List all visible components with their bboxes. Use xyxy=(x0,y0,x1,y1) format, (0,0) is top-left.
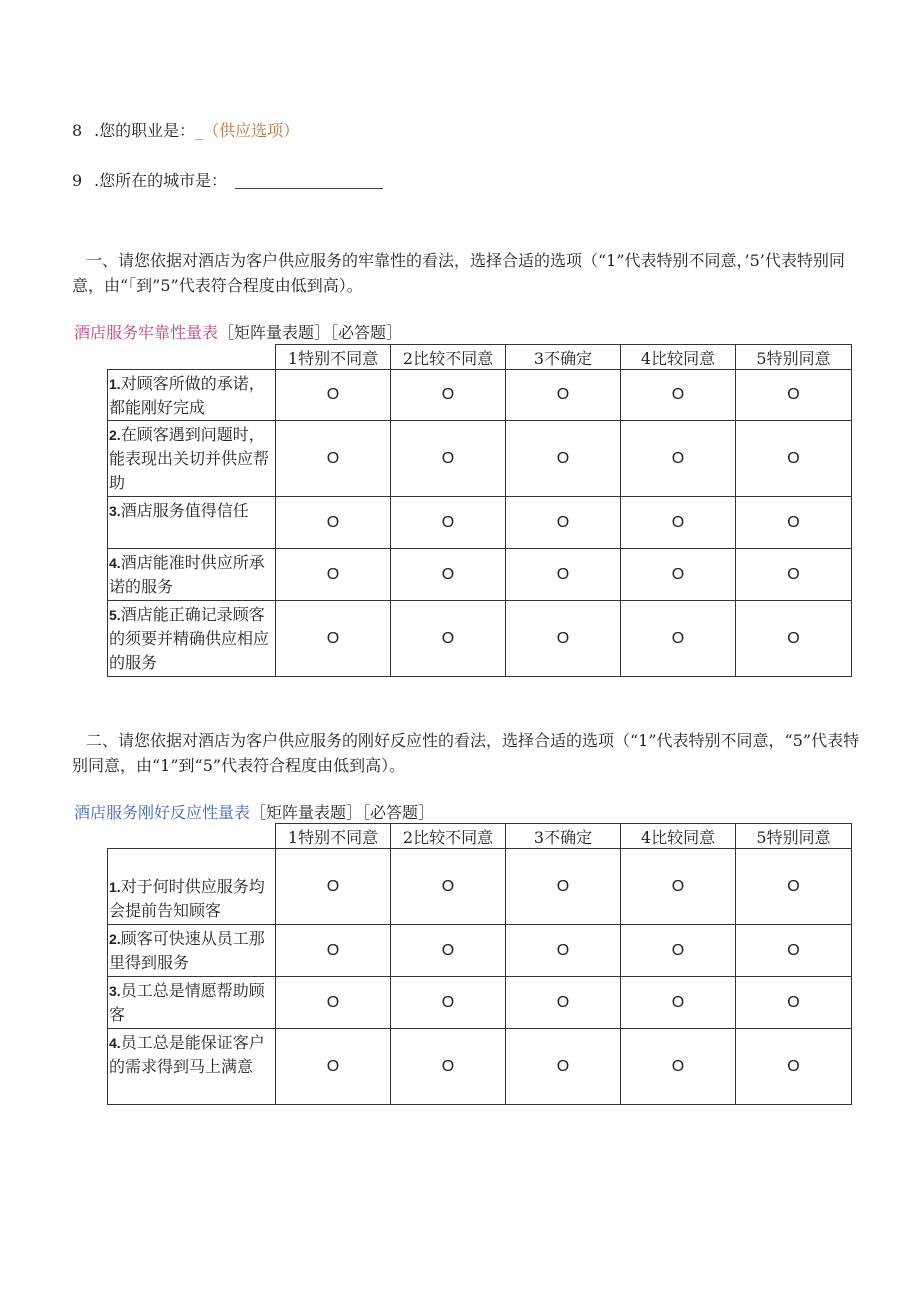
row-number: 1. xyxy=(109,878,121,895)
scale-header: 1特别不同意 xyxy=(276,345,391,370)
reliability-matrix xyxy=(107,344,852,677)
scale-header: 5特别同意 xyxy=(736,824,852,849)
radio-option-5[interactable]: O xyxy=(736,497,852,549)
radio-option-5[interactable]: O xyxy=(736,849,852,925)
section2-intro: 二、请您依据对酒店为客户供应服务的刚好反应性的看法，选择合适的选项（“1”代表特别不同意，“5”代表特别同意，由“1”到“5”代表符合程度由低到高）。 xyxy=(72,731,860,775)
radio-option-2[interactable]: O xyxy=(391,370,506,421)
radio-option-1[interactable]: O xyxy=(276,370,391,421)
row-number: 4. xyxy=(109,1035,121,1051)
row-text: 酒店能准时供应所承诺的服务 xyxy=(109,553,265,596)
row-label xyxy=(108,497,276,549)
radio-option-3[interactable]: O xyxy=(506,925,621,977)
row-text: 顾客可快速从员工那里得到服务 xyxy=(109,929,265,972)
radio-option-4[interactable]: O xyxy=(621,421,736,497)
row-label xyxy=(108,977,276,1029)
radio-option-5[interactable]: O xyxy=(736,549,852,601)
matrix-row xyxy=(108,601,852,677)
radio-option-1[interactable]: O xyxy=(276,1029,391,1105)
radio-option-1[interactable]: O xyxy=(276,977,391,1029)
matrix-row xyxy=(108,1029,852,1105)
question-text: .您的职业是： xyxy=(94,121,196,140)
radio-option-4[interactable]: O xyxy=(621,497,736,549)
row-label xyxy=(108,849,276,925)
matrix-row xyxy=(108,370,852,421)
matrix-corner xyxy=(108,345,276,370)
row-label xyxy=(108,549,276,601)
radio-option-1[interactable]: O xyxy=(276,925,391,977)
radio-option-1[interactable]: O xyxy=(276,549,391,601)
scale-header: 1特别不同意 xyxy=(276,824,391,849)
row-number: 5. xyxy=(109,607,121,623)
radio-option-5[interactable]: O xyxy=(736,977,852,1029)
radio-option-1[interactable]: O xyxy=(276,849,391,925)
occupation-answer-placeholder[interactable]: _（供应选项） xyxy=(195,121,300,140)
matrix-row xyxy=(108,849,852,925)
question-number: 9 xyxy=(72,171,83,190)
radio-option-2[interactable]: O xyxy=(391,849,506,925)
scale-header: 2比较不同意 xyxy=(391,824,506,849)
question-9 xyxy=(72,168,383,191)
radio-option-4[interactable]: O xyxy=(621,977,736,1029)
matrix-tags: ［矩阵量表题］［必答题］ xyxy=(218,323,403,342)
scale-header: 5特别同意 xyxy=(736,345,852,370)
radio-option-3[interactable]: O xyxy=(506,1029,621,1105)
scale-header: 3不确定 xyxy=(506,824,621,849)
matrix-title: 酒店服务刚好反应性量表 xyxy=(74,803,251,822)
radio-option-3[interactable]: O xyxy=(506,370,621,421)
question-8 xyxy=(72,118,299,141)
matrix-row xyxy=(108,421,852,497)
matrix-corner xyxy=(108,824,276,849)
row-text: 员工总是情愿帮助顾客 xyxy=(109,981,265,1024)
row-text: 对于何时供应服务均会提前告知顾客 xyxy=(109,876,265,920)
section1-title xyxy=(74,320,402,343)
scale-header: 2比较不同意 xyxy=(391,345,506,370)
matrix-tags: ［矩阵量表题］［必答题］ xyxy=(250,803,435,822)
radio-option-3[interactable]: O xyxy=(506,549,621,601)
row-text: 员工总是能保证客户的需求得到马上满意 xyxy=(109,1033,265,1076)
radio-option-1[interactable]: O xyxy=(276,497,391,549)
row-text: 酒店能正确记录顾客的须要并精确供应相应的服务 xyxy=(109,605,270,672)
question-text: .您所在的城市是： xyxy=(94,171,228,190)
radio-option-5[interactable]: O xyxy=(736,370,852,421)
radio-option-2[interactable]: O xyxy=(391,601,506,677)
matrix-header-row xyxy=(108,345,852,370)
row-number: 2. xyxy=(109,427,121,443)
radio-option-4[interactable]: O xyxy=(621,849,736,925)
row-label xyxy=(108,421,276,497)
row-text: 对顾客所做的承诺，都能刚好完成 xyxy=(109,374,265,417)
row-number: 3. xyxy=(109,503,121,519)
row-label xyxy=(108,925,276,977)
scale-header: 4比较同意 xyxy=(621,824,736,849)
radio-option-4[interactable]: O xyxy=(621,1029,736,1105)
row-number: 1. xyxy=(109,376,121,392)
radio-option-3[interactable]: O xyxy=(506,977,621,1029)
row-text: 酒店服务值得信任 xyxy=(120,501,249,520)
radio-option-2[interactable]: O xyxy=(391,925,506,977)
row-text: 在顾客遇到问题时，能表现出关切并供应帮助 xyxy=(109,425,270,492)
scale-header: 3不确定 xyxy=(506,345,621,370)
responsiveness-matrix xyxy=(107,823,852,1105)
radio-option-4[interactable]: O xyxy=(621,370,736,421)
row-label xyxy=(108,1029,276,1105)
radio-option-2[interactable]: O xyxy=(391,977,506,1029)
radio-option-3[interactable]: O xyxy=(506,421,621,497)
section1-intro: 一、请您依据对酒店为客户供应服务的牢靠性的看法，选择合适的选项（“1”代表特别不同意，’5’代表特别同意，由“「到”5”代表符合程度由低到高）。 xyxy=(72,251,845,295)
radio-option-2[interactable]: O xyxy=(391,1029,506,1105)
row-number: 3. xyxy=(109,983,121,999)
radio-option-5[interactable]: O xyxy=(736,421,852,497)
matrix-row xyxy=(108,549,852,601)
radio-option-2[interactable]: O xyxy=(391,497,506,549)
matrix-row xyxy=(108,925,852,977)
row-number: 2. xyxy=(109,931,121,947)
radio-option-3[interactable]: O xyxy=(506,849,621,925)
radio-option-2[interactable]: O xyxy=(391,421,506,497)
radio-option-4[interactable]: O xyxy=(621,549,736,601)
matrix-row xyxy=(108,977,852,1029)
radio-option-5[interactable]: O xyxy=(736,1029,852,1105)
city-answer-blank[interactable] xyxy=(235,174,383,189)
row-label xyxy=(108,601,276,677)
radio-option-1[interactable]: O xyxy=(276,421,391,497)
radio-option-3[interactable]: O xyxy=(506,497,621,549)
row-number: 4. xyxy=(109,555,121,571)
radio-option-3[interactable]: O xyxy=(506,601,621,677)
radio-option-2[interactable]: O xyxy=(391,549,506,601)
radio-option-4[interactable]: O xyxy=(621,601,736,677)
row-label xyxy=(108,370,276,421)
question-number: 8 xyxy=(72,121,83,140)
radio-option-5[interactable]: O xyxy=(736,601,852,677)
matrix-row xyxy=(108,497,852,549)
radio-option-4[interactable]: O xyxy=(621,925,736,977)
scale-header: 4比较同意 xyxy=(621,345,736,370)
matrix-header-row xyxy=(108,824,852,849)
radio-option-1[interactable]: O xyxy=(276,601,391,677)
matrix-title: 酒店服务牢靠性量表 xyxy=(74,323,219,342)
section2-title xyxy=(74,800,434,823)
radio-option-5[interactable]: O xyxy=(736,925,852,977)
